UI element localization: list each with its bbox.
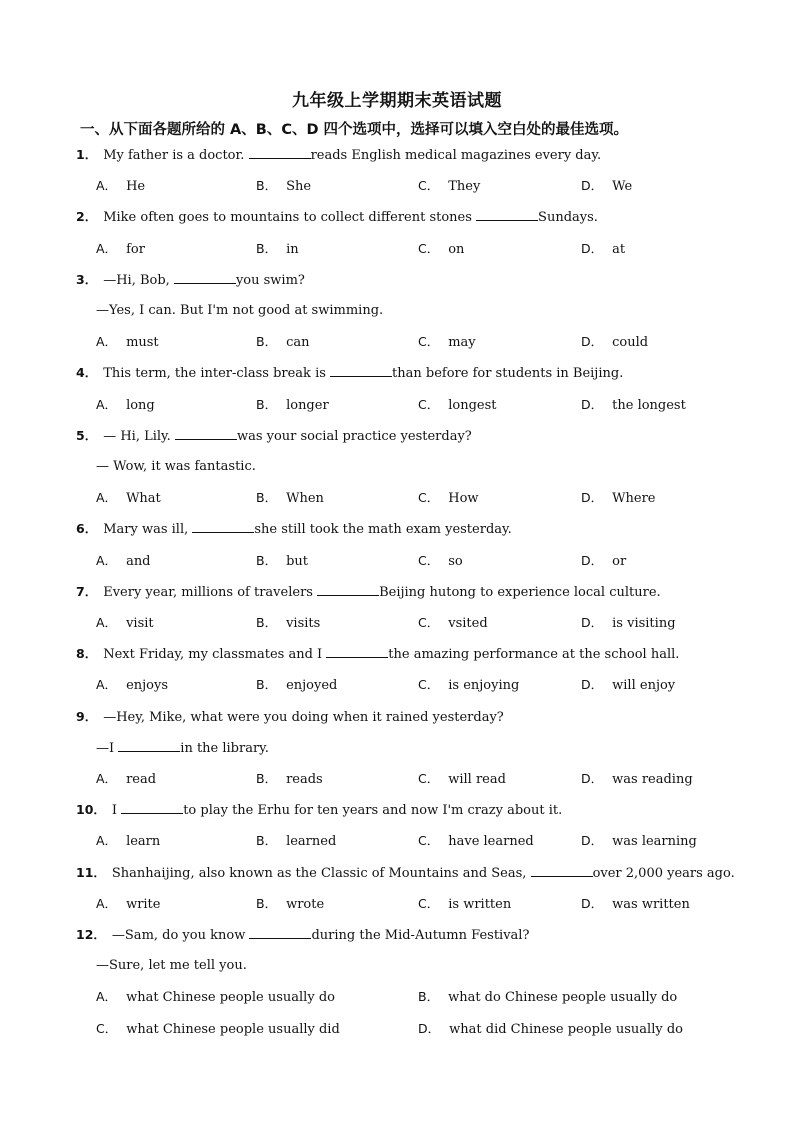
- option-letter: B．: [256, 396, 278, 412]
- question-stem: [76, 582, 661, 602]
- option-text: How: [448, 491, 479, 507]
- option-letter: C．: [418, 334, 440, 350]
- option-letter: C．: [418, 833, 440, 849]
- answer-option[interactable]: [581, 239, 625, 259]
- option-letter: D．: [581, 240, 604, 256]
- option-text: learned: [286, 834, 337, 850]
- dialogue-reply: —Yes, I can. But I'm not good at swimming.: [96, 303, 384, 318]
- answer-option[interactable]: [581, 332, 648, 352]
- option-text: visit: [126, 616, 154, 631]
- option-text: They: [448, 179, 481, 195]
- option-letter: A．: [96, 334, 118, 350]
- option-text: What: [126, 491, 161, 507]
- question-number: 6．: [76, 521, 98, 537]
- option-text: can: [286, 335, 310, 351]
- option-letter: B．: [256, 334, 278, 350]
- option-letter: B．: [256, 178, 278, 194]
- option-letter: B．: [418, 989, 440, 1005]
- option-text: When: [286, 491, 324, 507]
- answer-option[interactable]: [256, 675, 337, 695]
- answer-option[interactable]: [418, 551, 463, 571]
- option-text: enjoys: [126, 678, 169, 694]
- reply-text-after-blank: in the library.: [180, 740, 269, 756]
- answer-blank: [330, 363, 392, 377]
- option-text: Where: [612, 491, 656, 507]
- answer-option[interactable]: [581, 769, 693, 789]
- question-stem: [76, 644, 679, 664]
- question-number: 8．: [76, 646, 98, 662]
- answer-option[interactable]: [581, 488, 655, 508]
- option-text: long: [126, 397, 155, 413]
- answer-option[interactable]: [418, 176, 480, 196]
- option-text: for: [126, 241, 145, 257]
- option-text: longest: [448, 397, 497, 413]
- answer-option[interactable]: [418, 831, 534, 851]
- option-letter: D．: [581, 334, 604, 350]
- question-number: 12．: [76, 927, 106, 942]
- question-stem: [76, 925, 529, 945]
- question-text-before-blank: My father is a doctor.: [103, 148, 249, 163]
- question-number: 2．: [76, 209, 98, 225]
- option-letter: A．: [96, 490, 118, 506]
- answer-blank: [249, 145, 311, 159]
- answer-option[interactable]: [256, 551, 308, 571]
- option-letter: B．: [256, 552, 278, 568]
- option-text: what Chinese people usually did: [126, 1021, 340, 1037]
- option-text: read: [126, 772, 157, 787]
- answer-option[interactable]: [256, 769, 323, 789]
- answer-option[interactable]: [418, 395, 497, 415]
- answer-option[interactable]: [96, 894, 160, 914]
- option-text: at: [612, 241, 626, 257]
- option-letter: D．: [581, 677, 604, 693]
- option-text: was reading: [612, 772, 693, 787]
- answer-option[interactable]: [418, 769, 506, 789]
- option-text: on: [448, 241, 465, 257]
- answer-option[interactable]: [96, 488, 161, 508]
- question-text-after-blank: over 2,000 years ago.: [592, 865, 735, 881]
- answer-option[interactable]: [256, 831, 336, 851]
- option-letter: D．: [581, 615, 604, 630]
- answer-option[interactable]: [581, 395, 686, 415]
- question-stem: [76, 426, 472, 446]
- answer-blank: [192, 519, 254, 533]
- answer-option[interactable]: [581, 551, 626, 571]
- question-text-after-blank: Sundays.: [538, 210, 598, 226]
- option-letter: A．: [96, 833, 118, 849]
- option-text: was written: [612, 896, 690, 912]
- question-number: 11．: [76, 864, 106, 880]
- option-letter: A．: [96, 178, 118, 194]
- answer-option[interactable]: [581, 176, 632, 196]
- option-letter: C．: [96, 1020, 118, 1036]
- option-text: wrote: [286, 896, 325, 912]
- answer-option[interactable]: [256, 613, 320, 633]
- option-letter: A．: [96, 240, 118, 256]
- question-text-before-blank: Mike often goes to mountains to collect different stones: [103, 210, 477, 226]
- option-letter: D．: [581, 552, 604, 568]
- answer-option[interactable]: [418, 613, 488, 633]
- option-text: We: [612, 179, 633, 195]
- option-letter: A．: [96, 771, 118, 786]
- answer-option[interactable]: [96, 395, 155, 415]
- question-number: 10．: [76, 802, 106, 818]
- question-text-after-blank: reads English medical magazines every day.: [310, 148, 602, 163]
- question-stem: [76, 863, 735, 883]
- answer-option[interactable]: [96, 613, 154, 633]
- answer-blank: [476, 207, 538, 221]
- option-text: have learned: [448, 834, 534, 850]
- answer-option[interactable]: [96, 831, 160, 851]
- option-text: learn: [126, 834, 161, 850]
- option-letter: A．: [96, 989, 118, 1005]
- option-text: is enjoying: [448, 678, 520, 694]
- option-text: so: [448, 553, 463, 569]
- answer-option[interactable]: [96, 1019, 340, 1039]
- question-text-after-blank: was your social practice yesterday?: [236, 428, 472, 444]
- option-text: the longest: [612, 397, 686, 413]
- answer-blank: [531, 863, 593, 877]
- answer-option[interactable]: [256, 395, 329, 415]
- option-letter: A．: [96, 615, 118, 630]
- option-letter: B．: [256, 677, 278, 693]
- question-text-before-blank: Every year, millions of travelers: [103, 584, 318, 600]
- question-text-before-blank: —Hey, Mike, what were you doing when it rained yesterday?: [103, 709, 504, 725]
- option-letter: D．: [581, 895, 604, 911]
- answer-blank: [174, 270, 236, 284]
- option-text: He: [126, 179, 146, 195]
- dialogue-reply: — Wow, it was fantastic.: [96, 459, 256, 474]
- answer-option[interactable]: [96, 769, 156, 789]
- option-letter: D．: [418, 1020, 441, 1036]
- option-letter: D．: [581, 771, 604, 786]
- option-text: may: [448, 335, 476, 351]
- option-letter: C．: [418, 396, 440, 412]
- option-text: is visiting: [612, 616, 676, 631]
- question-text-before-blank: I: [111, 803, 122, 819]
- answer-option[interactable]: [96, 987, 335, 1007]
- option-letter: C．: [418, 240, 440, 256]
- question-text-after-blank: during the Mid-Autumn Festival?: [311, 928, 530, 943]
- option-text: write: [126, 896, 161, 912]
- answer-option[interactable]: [581, 675, 675, 695]
- option-letter: C．: [418, 771, 440, 786]
- question-stem: [76, 270, 305, 290]
- option-letter: C．: [418, 615, 440, 630]
- option-letter: B．: [256, 490, 278, 506]
- option-text: could: [612, 335, 649, 351]
- option-text: or: [612, 553, 627, 569]
- option-text: will read: [448, 772, 506, 787]
- answer-option[interactable]: [418, 332, 476, 352]
- option-letter: B．: [256, 895, 278, 911]
- answer-option[interactable]: [418, 675, 519, 695]
- option-letter: D．: [581, 178, 604, 194]
- question-text-after-blank: Beijing hutong to experience local culture.: [379, 584, 661, 600]
- answer-option[interactable]: [256, 239, 299, 259]
- answer-blank: [326, 644, 388, 658]
- question-stem: [76, 145, 601, 165]
- answer-option[interactable]: [581, 831, 697, 851]
- question-text-before-blank: —Hi, Bob,: [103, 272, 174, 288]
- question-text-before-blank: Shanhaijing, also known as the Classic of Mountains and Seas,: [111, 865, 531, 881]
- option-text: but: [286, 553, 308, 569]
- question-number: 9．: [76, 708, 98, 724]
- answer-option[interactable]: [581, 894, 690, 914]
- option-text: enjoyed: [286, 678, 338, 694]
- answer-option[interactable]: [418, 1019, 683, 1039]
- option-text: visits: [286, 616, 321, 631]
- option-letter: B．: [256, 833, 278, 849]
- option-text: is written: [448, 896, 512, 912]
- option-letter: C．: [418, 178, 440, 194]
- option-letter: B．: [256, 771, 278, 786]
- answer-option[interactable]: [256, 332, 309, 352]
- option-text: what Chinese people usually do: [126, 990, 335, 1006]
- question-number: 3．: [76, 271, 98, 287]
- question-text-before-blank: Next Friday, my classmates and I: [103, 647, 327, 663]
- dialogue-reply: —Sure, let me tell you.: [96, 958, 247, 974]
- answer-blank: [249, 925, 311, 939]
- question-number: 5．: [76, 427, 98, 443]
- option-letter: B．: [256, 615, 278, 630]
- section-heading: 一、从下面各题所给的 A、B、C、D 四个选项中，选择可以填入空白处的最佳选项。: [80, 122, 629, 138]
- option-letter: A．: [96, 895, 118, 911]
- dialogue-reply: [96, 738, 269, 758]
- option-letter: A．: [96, 552, 118, 568]
- answer-option[interactable]: [96, 176, 145, 196]
- answer-blank: [121, 800, 183, 814]
- question-number: 1．: [76, 147, 98, 162]
- answer-option[interactable]: [96, 332, 159, 352]
- option-letter: C．: [418, 677, 440, 693]
- option-text: longer: [286, 397, 329, 413]
- answer-option[interactable]: [418, 239, 464, 259]
- question-stem: [76, 519, 512, 539]
- question-text-after-blank: you swim?: [235, 272, 305, 288]
- answer-option[interactable]: [581, 613, 676, 633]
- option-letter: A．: [96, 396, 118, 412]
- answer-option[interactable]: [96, 675, 168, 695]
- question-text-after-blank: the amazing performance at the school hall.: [388, 647, 680, 663]
- option-text: She: [286, 179, 312, 195]
- option-letter: D．: [581, 396, 604, 412]
- option-text: in: [286, 241, 299, 257]
- question-text-before-blank: Mary was ill,: [103, 522, 193, 538]
- option-letter: C．: [418, 490, 440, 506]
- option-text: vsited: [448, 616, 488, 631]
- option-text: what did Chinese people usually do: [449, 1021, 683, 1037]
- option-text: and: [126, 553, 151, 569]
- option-text: was learning: [612, 834, 697, 850]
- answer-option[interactable]: [418, 488, 479, 508]
- option-letter: D．: [581, 490, 604, 506]
- question-text-before-blank: —Sam, do you know: [111, 928, 250, 943]
- answer-option[interactable]: [256, 488, 324, 508]
- question-text-before-blank: This term, the inter-class break is: [103, 366, 331, 382]
- question-stem: [76, 800, 562, 820]
- question-stem: [76, 363, 623, 383]
- answer-option[interactable]: [256, 176, 311, 196]
- reply-text-before-blank: —I: [96, 740, 119, 756]
- answer-blank: [118, 738, 180, 752]
- option-text: what do Chinese people usually do: [448, 990, 678, 1006]
- question-number: 7．: [76, 583, 98, 599]
- answer-blank: [175, 426, 237, 440]
- page-title: 九年级上学期期末英语试题: [292, 91, 502, 111]
- answer-option[interactable]: [96, 551, 151, 571]
- question-stem: [76, 707, 504, 727]
- option-letter: C．: [418, 895, 440, 911]
- answer-option[interactable]: [256, 894, 324, 914]
- option-letter: D．: [581, 833, 604, 849]
- option-letter: A．: [96, 677, 118, 693]
- option-text: reads: [286, 772, 323, 787]
- question-stem: [76, 207, 598, 227]
- option-text: will enjoy: [612, 678, 676, 694]
- question-text-before-blank: — Hi, Lily.: [103, 428, 175, 444]
- question-text-after-blank: than before for students in Beijing.: [392, 366, 624, 382]
- answer-blank: [317, 582, 379, 596]
- option-letter: B．: [256, 240, 278, 256]
- answer-option[interactable]: [418, 894, 511, 914]
- question-text-after-blank: to play the Erhu for ten years and now I'm crazy about it.: [183, 803, 563, 819]
- answer-option[interactable]: [96, 239, 145, 259]
- question-number: 4．: [76, 365, 98, 381]
- option-letter: C．: [418, 552, 440, 568]
- answer-option[interactable]: [418, 987, 677, 1007]
- question-text-after-blank: she still took the math exam yesterday.: [254, 522, 512, 538]
- option-text: must: [126, 335, 159, 351]
